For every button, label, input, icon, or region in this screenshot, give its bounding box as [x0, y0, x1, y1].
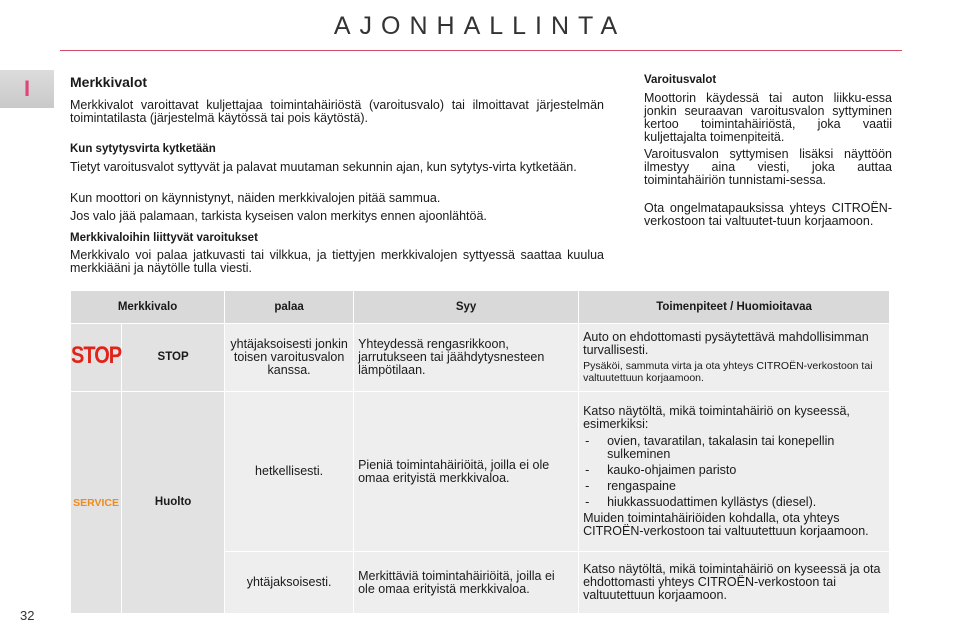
ignition-heading: Kun sytytysvirta kytketään	[70, 143, 216, 155]
header-lamp: Merkkivalo	[71, 291, 225, 324]
sidebar-paragraph-2: Varoitusvalon syttymisen lisäksi näyttöön ilmestyy aina viesti, joka auttaa toimintahäiriön tunnistami-sessa.	[644, 147, 892, 187]
sidebar-paragraph-1: Moottorin käydessä tai auton liikku-essa jonkin seuraavan varoitusvalon syttyminen kertoo toimintahäiriöstä, joka vaatii kuljettajalta toimenpiteitä.	[644, 91, 892, 144]
service-name: Huolto	[122, 392, 225, 614]
ignition-paragraph-2: Kun moottori on käynnistynyt, näiden merkkivalojen pitää sammua.	[70, 191, 441, 205]
intro-paragraph: Merkkivalot varoittavat kuljettajaa toimintahäiriöstä (varoitusvalo) tai ilmoittavat järjestelmän toimintatilasta (järjestelmä käytössä tai pois käytöstä).	[70, 98, 604, 125]
ignition-paragraph-3: Jos valo jää palamaan, tarkista kyseisen valon merkitys ennen ajoonlähtöä.	[70, 209, 487, 223]
section-heading: Merkkivalot	[70, 74, 148, 90]
service-state-continuous: yhtäjaksoisesti.	[225, 552, 354, 614]
stop-lamp-cell	[71, 324, 122, 392]
service-fault-list	[583, 435, 885, 509]
stop-action: Auto on ehdottomasti pysäytettävä mahdollisimman turvallisesti.	[583, 330, 869, 357]
list-item: - ovien, tavaratilan, takalasin tai konepellin sulkeminen	[583, 435, 885, 461]
service-action-outro: Muiden toimintahäiriöiden kohdalla, ota yhteys CITROËN-verkostoon tai valtuutettuun korjaamoon.	[583, 511, 869, 538]
stop-name: STOP	[122, 324, 225, 392]
list-item: - hiukkassuodattimen kyllästys (diesel).	[583, 496, 885, 509]
service-state-momentary: hetkellisesti.	[225, 392, 354, 552]
table-row-stop	[71, 324, 890, 392]
warning-lights-table	[70, 290, 890, 614]
service-lamp-cell	[71, 392, 122, 614]
stop-cause: Yhteydessä rengasrikkoon, jarrutukseen tai jäähdytysnesteen lämpötilaan.	[354, 324, 579, 392]
sidebar-heading: Varoitusvalot	[644, 74, 717, 86]
service-action-cell	[579, 392, 890, 552]
page-number: 32	[20, 608, 35, 623]
chapter-tab-label: I	[23, 76, 31, 101]
stop-warning-icon: STOP	[71, 342, 122, 370]
ignition-paragraph-1: Tietyt varoitusvalot syttyvät ja palavat muutaman sekunnin ajan, kun sytytys-virta kytketään.	[70, 160, 577, 174]
header-action: Toimenpiteet / Huomioitavaa	[579, 291, 890, 324]
warnings-paragraph: Merkkivalo voi palaa jatkuvasti tai vilkkua, ja tiettyjen merkkivalojen syttyessä saattaa kuulua merkkiääni ja näytölle tulla viesti.	[70, 248, 604, 275]
table-header-row	[71, 291, 890, 324]
service-action-intro: Katso näytöltä, mikä toimintahäiriö on kyseessä, esimerkiksi:	[583, 404, 850, 431]
title-divider	[60, 50, 902, 51]
header-cause: Syy	[354, 291, 579, 324]
stop-state: yhtäjaksoisesti jonkin toisen varoitusvalon kanssa.	[225, 324, 354, 392]
list-item: - kauko-ohjaimen paristo	[583, 464, 885, 477]
stop-action-cell	[579, 324, 890, 392]
list-item: - rengaspaine	[583, 480, 885, 493]
service-cause-major: Merkittäviä toimintahäiriöitä, joilla ei ole omaa erityistä merkkivaloa.	[354, 552, 579, 614]
stop-action-note: Pysäköi, sammuta virta ja ota yhteys CITROËN-verkostoon tai valtuutettuun korjaamoon.	[583, 360, 873, 384]
header-state: palaa	[225, 291, 354, 324]
service-action-major: Katso näytöltä, mikä toimintahäiriö on kyseessä ja ota ehdottomasti yhteys CITROËN-verkostoon tai valtuutettuun korjaamoon.	[579, 552, 890, 614]
service-cause-minor: Pieniä toimintahäiriöitä, joilla ei ole omaa erityistä merkkivaloa.	[354, 392, 579, 552]
service-warning-icon: SERVICE	[73, 496, 119, 509]
chapter-tab	[0, 70, 54, 108]
sidebar-paragraph-3: Ota ongelmatapauksissa yhteys CITROËN-verkostoon tai valtuutet-tuun korjaamoon.	[644, 201, 892, 228]
page-title: AJONHALLINTA	[333, 12, 627, 40]
table-row-service-1	[71, 392, 890, 552]
warnings-heading: Merkkivaloihin liittyvät varoitukset	[70, 232, 258, 244]
